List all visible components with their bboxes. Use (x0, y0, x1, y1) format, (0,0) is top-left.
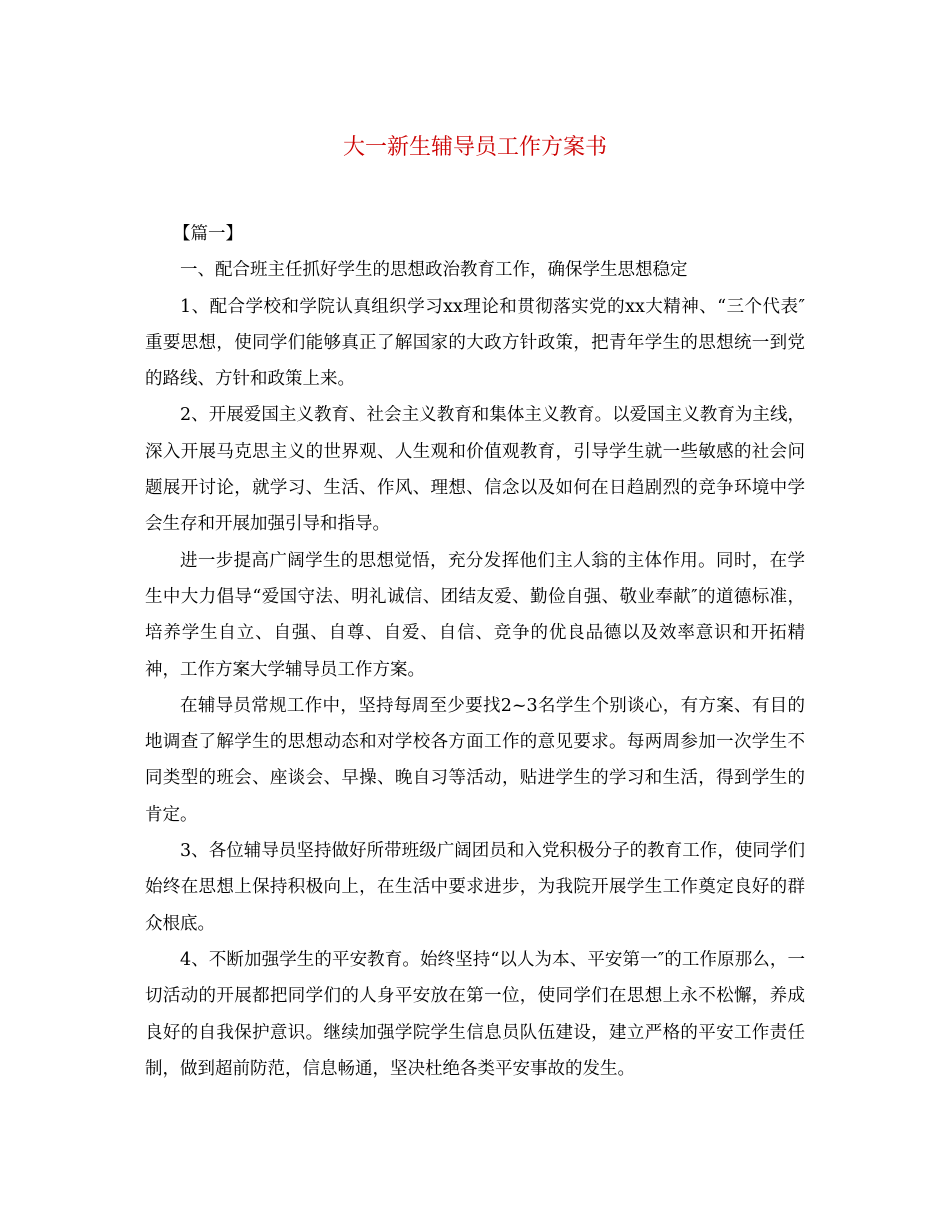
paragraph: 3、各位辅导员坚持做好所带班级广阔团员和入党积极分子的教育工作，使同学们始终在思想上保持积极向上，在生活中要求进步，为我院开展学生工作奠定良好的群众根底。 (145, 841, 805, 934)
document-title: 大一新生辅导员工作方案书 (342, 135, 607, 160)
paragraph: 1、配合学校和学院认真组织学习xx理论和贯彻落实党的xx大精神、“三个代表″重要思想，使同学们能够真正了解国家的大政方针政策，把青年学生的思想统一到党的路线、方针和政策上来。 (145, 296, 805, 390)
document-body (145, 216, 805, 1087)
section-label: 【篇一】 (173, 224, 243, 244)
paragraph: 4、不断加强学生的平安教育。始终坚持“以人为本、平安第一″的工作原那么，一切活动的开展都把同学们的人身平安放在第一位，使同学们在思想上永不松懈，养成良好的自我保护意识。继续加强学院学生信息员队伍建设，建立严格的平安工作责任制，做到超前防范，信息畅通，坚决杜绝各类平安事故的发生。 (145, 949, 805, 1079)
paragraph: 在辅导员常规工作中，坚持每周至少要找2~3名学生个别谈心，有方案、有目的地调查了解学生的思想动态和对学校各方面工作的意见要求。每两周参加一次学生不同类型的班会、座谈会、早操、晚自习等活动，贴进学生的学习和生活，得到学生的肯定。 (145, 695, 805, 825)
section-heading: 一、配合班主任抓好学生的思想政治教育工作，确保学生思想稳定 (180, 260, 688, 281)
paragraph: 2、开展爱国主义教育、社会主义教育和集体主义教育。以爱国主义教育为主线，深入开展马克思主义的世界观、人生观和价值观教育，引导学生就一些敏感的社会问题展开讨论，就学习、生活、作风、理想、信念以及如何在日趋剧烈的竞争环境中学会生存和开展加强引导和指导。 (145, 405, 805, 535)
paragraph: 进一步提高广阔学生的思想觉悟，充分发挥他们主人翁的主体作用。同时，在学生中大力倡导“爱国守法、明礼诚信、团结友爱、勤俭自强、敬业奉献″的道德标准，培养学生自立、自强、自尊、自爱、自信、竞争的优良品德以及效率意识和开拓精神，工作方案大学辅导员工作方案。 (145, 550, 805, 680)
